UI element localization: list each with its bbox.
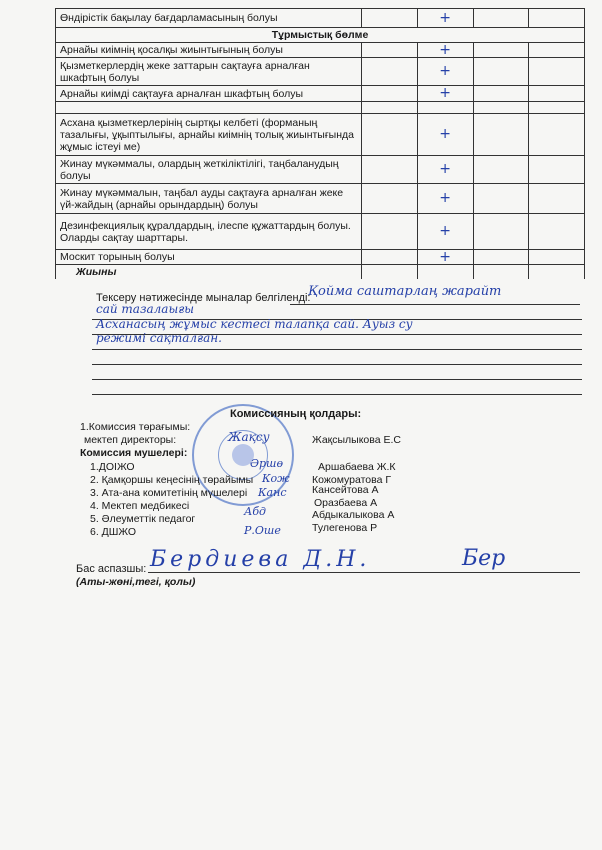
row-text: Арнайы киімнің қосалқы жиынтығының болуы (56, 43, 362, 58)
member-name: Оразбаева А (314, 497, 378, 509)
handwritten-finding-2: сай тазалаығы (96, 302, 195, 316)
row-text: Жинау мүкәммалы, олардың жеткіліктілігі, таңбаланудың болуы (56, 156, 362, 184)
member-name: Абдыкалыкова А (312, 509, 395, 521)
total-label: Жиыны (56, 265, 362, 280)
member-role: 1.ДОІЖО (90, 461, 135, 473)
table-row (56, 156, 585, 184)
check-mark: + (439, 63, 451, 79)
row-text: Дезинфекциялық құралдардың, ілеспе құжаттардың болуы. Оларды сақтау шарттары. (56, 214, 362, 250)
rule-line (92, 364, 582, 365)
findings-label: Тексеру нәтижесінде мыналар белгіленді: (96, 292, 311, 304)
row-text: Асхана қызметкерлерінің сыртқы келбеті (форманың тазалығы, ұқыптылығы, арнайы киімнің толық жиынтығында жұмыс істеуі ме) (56, 114, 362, 156)
table-row (56, 214, 585, 250)
member-signature-icon: Р.Оше (244, 524, 281, 537)
rule-line (92, 349, 582, 350)
chief-handwritten: Бердиева Д.Н. (150, 547, 371, 572)
check-mark: + (439, 126, 451, 142)
table-row (56, 250, 585, 265)
member-role: 4. Мектеп медбикесі (90, 500, 190, 512)
chair-role: мектеп директоры: (84, 434, 177, 446)
member-signature-icon: Кож (262, 472, 290, 485)
rule-line (92, 394, 582, 395)
table-row (56, 9, 585, 28)
table-row (56, 184, 585, 214)
member-signature-icon: Абд (244, 505, 267, 518)
member-name: Кожомуратова Г (312, 474, 392, 486)
member-name: Аршабаева Ж.К (318, 461, 396, 473)
check-mark: + (439, 248, 451, 265)
row-text: Қызметкерлердің жеке заттарын сақтауға арналған шкафтың болуы (56, 58, 362, 86)
table-row (56, 102, 585, 114)
row-text: Москит торының болуы (56, 250, 362, 265)
table-row (56, 58, 585, 86)
chair-name: Жақсылыкова Е.С (312, 434, 401, 446)
section-row (56, 28, 585, 43)
check-mark: + (439, 9, 451, 26)
rule-line (92, 379, 582, 380)
check-mark: + (439, 190, 451, 206)
check-mark: + (439, 85, 451, 101)
member-role: 3. Ата-ана комитетінің мүшелері (90, 487, 248, 499)
row-text (56, 102, 362, 114)
chair-signature-icon: Жақсу (228, 430, 270, 444)
table-row (56, 86, 585, 102)
row-text: Арнайы киімді сақтауға арналған шкафтың болуы (56, 86, 362, 102)
chief-signature-icon: Бер (462, 546, 506, 571)
inspection-table (55, 8, 585, 279)
section-title: Тұрмыстық бөлме (56, 28, 585, 43)
signatures-title: Комиссияның қолдары: (230, 408, 362, 420)
rule-line (148, 572, 580, 573)
table-row (56, 43, 585, 58)
check-mark: + (439, 161, 451, 177)
handwritten-finding-3: Асханасың жұмыс кестесі талапқа сай. Ауыз су (96, 317, 413, 331)
chief-cook-label: Бас аспазшы: (76, 563, 147, 575)
member-role: 5. Әлеуметтік педагог (90, 513, 196, 525)
check-mark: + (439, 41, 451, 58)
chair-label: 1.Комиссия төрағымы: (80, 421, 191, 433)
rule-line (290, 304, 580, 305)
member-signature-icon: Канс (258, 486, 287, 499)
handwritten-finding-4: режимі сақталған. (96, 331, 222, 345)
chief-cook-caption: (Аты-жөні,тегі, қолы) (76, 576, 196, 588)
member-name: Кансейтова А (312, 484, 379, 496)
check-mark: + (439, 223, 451, 239)
handwritten-finding-1: Қойма саштарлаң жарайт (308, 284, 502, 299)
member-signature-icon: Әршө (250, 457, 284, 470)
member-role: 2. Қамқоршы кеңесінің төрайымы (90, 474, 254, 486)
table-row (56, 114, 585, 156)
member-role: 6. ДШЖО (90, 526, 137, 538)
members-label: Комиссия мушелері: (80, 447, 188, 459)
member-name: Тулегенова Р (312, 522, 378, 534)
total-row (56, 265, 585, 280)
row-text: Жинау мүкәммалын, таңбал ауды сақтауға арналған жеке үй-жайдың (арнайы орындардың) болуы (56, 184, 362, 214)
row-text: Өндірістік бақылау бағдарламасының болуы (56, 9, 362, 28)
